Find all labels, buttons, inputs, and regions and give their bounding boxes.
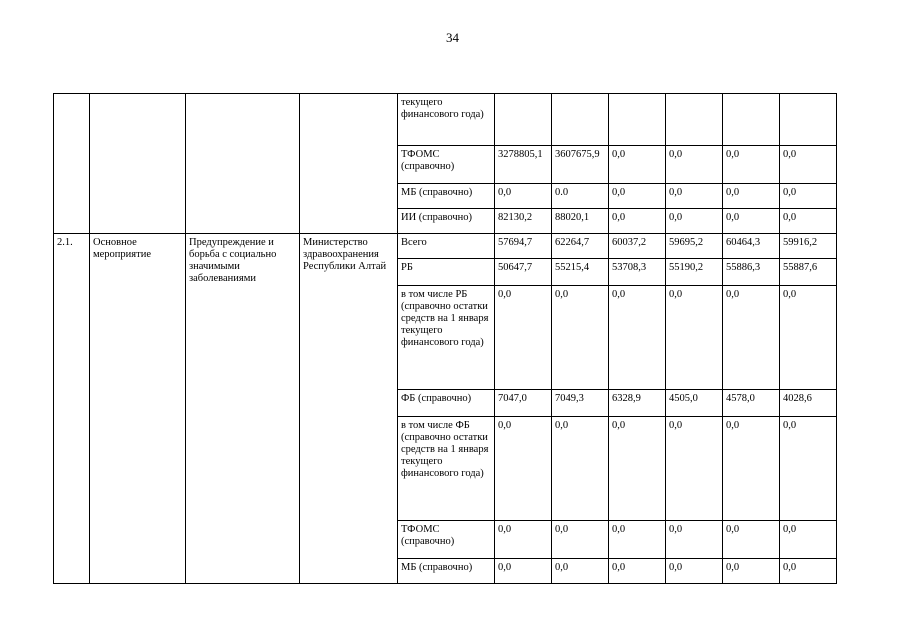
source-cell: РБ (398, 259, 495, 286)
value-cell: 0,0 (723, 209, 780, 234)
source-cell: МБ (справочно) (398, 559, 495, 584)
value-cell: 0,0 (780, 184, 837, 209)
value-cell: 0,0 (552, 559, 609, 584)
number-cell (54, 94, 90, 234)
source-cell: Всего (398, 234, 495, 259)
executor-cell (300, 94, 398, 234)
value-cell: 0,0 (495, 286, 552, 390)
value-cell: 50647,7 (495, 259, 552, 286)
value-cell: 59916,2 (780, 234, 837, 259)
value-cell: 4505,0 (666, 390, 723, 417)
name-cell (186, 94, 300, 234)
value-cell: 53708,3 (609, 259, 666, 286)
value-cell: 0,0 (780, 146, 837, 184)
value-cell: 0,0 (495, 559, 552, 584)
value-cell: 0,0 (780, 559, 837, 584)
value-cell: 0.0 (552, 184, 609, 209)
value-cell: 0,0 (495, 184, 552, 209)
value-cell: 0,0 (609, 521, 666, 559)
executor-cell: Министерство здравоохранения Республики Алтай (300, 234, 398, 584)
value-cell: 88020,1 (552, 209, 609, 234)
value-cell: 0,0 (609, 146, 666, 184)
source-cell: ФБ (справочно) (398, 390, 495, 417)
table-row (54, 94, 837, 146)
status-cell (90, 94, 186, 234)
value-cell (495, 94, 552, 146)
value-cell: 0,0 (666, 559, 723, 584)
value-cell: 0,0 (723, 521, 780, 559)
value-cell: 3278805,1 (495, 146, 552, 184)
value-cell: 0,0 (609, 286, 666, 390)
value-cell: 59695,2 (666, 234, 723, 259)
value-cell: 60037,2 (609, 234, 666, 259)
value-cell (723, 94, 780, 146)
source-cell: ТФОМС (справочно) (398, 146, 495, 184)
value-cell: 0,0 (780, 286, 837, 390)
source-cell: ТФОМС (справочно) (398, 521, 495, 559)
value-cell: 0,0 (609, 559, 666, 584)
table-row (54, 234, 837, 259)
value-cell: 7049,3 (552, 390, 609, 417)
value-cell: 55215,4 (552, 259, 609, 286)
source-cell: в том числе ФБ (справочно остатки средств на 1 января текущего финансового года) (398, 417, 495, 521)
table-body (54, 94, 837, 584)
value-cell (609, 94, 666, 146)
value-cell: 0,0 (666, 417, 723, 521)
value-cell: 55190,2 (666, 259, 723, 286)
value-cell: 0,0 (495, 417, 552, 521)
value-cell: 0,0 (723, 417, 780, 521)
value-cell: 0,0 (666, 521, 723, 559)
value-cell: 0,0 (780, 521, 837, 559)
value-cell: 0,0 (666, 184, 723, 209)
value-cell: 55887,6 (780, 259, 837, 286)
source-cell: текущего финансового года) (398, 94, 495, 146)
value-cell: 82130,2 (495, 209, 552, 234)
value-cell: 0,0 (552, 521, 609, 559)
budget-table (53, 93, 837, 584)
value-cell: 0,0 (609, 417, 666, 521)
value-cell: 7047,0 (495, 390, 552, 417)
value-cell: 55886,3 (723, 259, 780, 286)
value-cell: 4578,0 (723, 390, 780, 417)
value-cell: 0,0 (780, 209, 837, 234)
number-cell: 2.1. (54, 234, 90, 584)
value-cell: 0,0 (552, 286, 609, 390)
value-cell: 0,0 (723, 184, 780, 209)
value-cell: 4028,6 (780, 390, 837, 417)
value-cell (780, 94, 837, 146)
value-cell: 0,0 (495, 521, 552, 559)
value-cell: 62264,7 (552, 234, 609, 259)
value-cell (666, 94, 723, 146)
status-cell: Основное мероприятие (90, 234, 186, 584)
name-cell: Предупреждение и борьба с социально значимыми заболеваниями (186, 234, 300, 584)
value-cell: 0,0 (666, 146, 723, 184)
value-cell: 0,0 (723, 146, 780, 184)
value-cell: 0,0 (609, 209, 666, 234)
source-cell: в том числе РБ (справочно остатки средств на 1 января текущего финансового года) (398, 286, 495, 390)
value-cell: 0,0 (723, 559, 780, 584)
value-cell: 0,0 (552, 417, 609, 521)
value-cell: 0,0 (723, 286, 780, 390)
value-cell: 60464,3 (723, 234, 780, 259)
source-cell: МБ (справочно) (398, 184, 495, 209)
value-cell: 6328,9 (609, 390, 666, 417)
value-cell: 3607675,9 (552, 146, 609, 184)
value-cell: 0,0 (780, 417, 837, 521)
value-cell: 0,0 (666, 286, 723, 390)
value-cell: 0,0 (666, 209, 723, 234)
value-cell: 0,0 (609, 184, 666, 209)
value-cell: 57694,7 (495, 234, 552, 259)
source-cell: ИИ (справочно) (398, 209, 495, 234)
value-cell (552, 94, 609, 146)
page-number: 34 (446, 30, 459, 45)
